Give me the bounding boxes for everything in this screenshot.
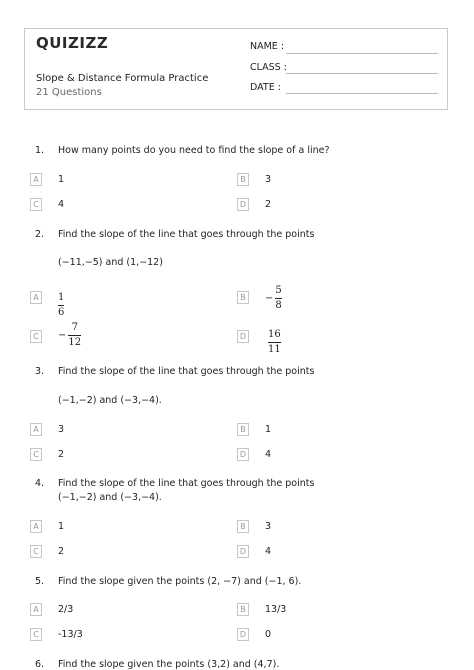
choice-letter-box[interactable]: D	[237, 628, 249, 641]
question-number: 3.	[35, 366, 45, 377]
choice-letter-box[interactable]: D	[237, 330, 249, 343]
choice-answer-fraction	[265, 285, 282, 311]
fraction-numerator: 16	[268, 329, 281, 340]
question-number: 2.	[35, 229, 45, 240]
choice-letter-box[interactable]: B	[237, 520, 249, 533]
question-text: Find the slope of the line that goes through the points	[58, 229, 315, 240]
choice-answer: 13/3	[265, 604, 287, 615]
question-number: 6.	[35, 659, 45, 670]
date-line[interactable]	[286, 93, 438, 94]
fraction-numerator: 5	[275, 285, 282, 296]
choice-answer: 0	[265, 629, 272, 640]
choice-letter-box[interactable]: A	[30, 423, 42, 436]
choice-answer: 1	[265, 424, 272, 435]
date-label: DATE :	[250, 82, 281, 93]
choice-letter-box[interactable]: D	[237, 198, 249, 211]
choice-answer: 4	[265, 449, 272, 460]
choice-letter-box[interactable]: A	[30, 173, 42, 186]
fraction-denominator: 11	[268, 343, 281, 355]
choice-answer: 2	[265, 199, 272, 210]
choice-letter-box[interactable]: B	[237, 291, 249, 304]
fraction-denominator: 8	[275, 299, 282, 311]
question-text: Find the slope given the points (2, −7) and (−1, 6).	[58, 576, 302, 587]
choice-letter-box[interactable]: B	[237, 603, 249, 616]
choice-letter-box[interactable]: A	[30, 291, 42, 304]
question-number: 5.	[35, 576, 45, 587]
choice-answer-fraction	[58, 322, 81, 348]
choice-letter-box[interactable]: A	[30, 520, 42, 533]
question-number: 1.	[35, 145, 45, 156]
question-points: (−1,−2) and (−3,−4).	[58, 492, 162, 503]
fraction-numerator: 1	[58, 292, 65, 303]
fraction-sign: −	[265, 292, 274, 304]
choice-letter-box[interactable]: D	[237, 545, 249, 558]
class-label: CLASS :	[250, 62, 287, 73]
question-points: (−11,−5) and (1,−12)	[58, 257, 163, 268]
choice-answer-fraction	[268, 322, 281, 355]
choice-answer: 1	[58, 521, 65, 532]
fraction-numerator: 7	[71, 322, 78, 333]
choice-answer: 4	[58, 199, 65, 210]
question-text: How many points do you need to find the slope of a line?	[58, 145, 330, 156]
choice-letter-box[interactable]: B	[237, 423, 249, 436]
choice-letter-box[interactable]: C	[30, 330, 42, 343]
choice-answer: 2	[58, 546, 65, 557]
worksheet-title: Slope & Distance Formula Practice	[36, 73, 209, 84]
fraction-denominator: 12	[68, 336, 82, 348]
choice-letter-box[interactable]: B	[237, 173, 249, 186]
question-number: 4.	[35, 478, 45, 489]
fraction-sign: −	[58, 329, 67, 341]
choice-answer: 3	[265, 521, 272, 532]
question-count: 21 Questions	[36, 87, 102, 98]
choice-letter-box[interactable]: D	[237, 448, 249, 461]
question-points: (−1,−2) and (−3,−4).	[58, 395, 162, 406]
choice-answer-fraction	[58, 285, 64, 318]
choice-letter-box[interactable]: C	[30, 545, 42, 558]
quizizz-logo: QUIZIZZ	[36, 34, 109, 52]
choice-letter-box[interactable]: A	[30, 603, 42, 616]
choice-answer: 1	[58, 174, 65, 185]
choice-answer: 3	[58, 424, 65, 435]
choice-answer: 3	[265, 174, 272, 185]
question-text: Find the slope of the line that goes through the points	[58, 478, 315, 489]
choice-answer: -13/3	[58, 629, 83, 640]
question-text: Find the slope of the line that goes through the points	[58, 366, 315, 377]
choice-letter-box[interactable]: C	[30, 448, 42, 461]
question-text: Find the slope given the points (3,2) and (4,7).	[58, 659, 280, 670]
choice-letter-box[interactable]: C	[30, 628, 42, 641]
choice-letter-box[interactable]: C	[30, 198, 42, 211]
name-label: NAME :	[250, 41, 285, 52]
name-line[interactable]	[286, 53, 438, 54]
fraction-denominator: 6	[58, 306, 65, 318]
choice-answer: 2	[58, 449, 65, 460]
choice-answer: 4	[265, 546, 272, 557]
choice-answer: 2/3	[58, 604, 74, 615]
class-line[interactable]	[286, 73, 438, 74]
